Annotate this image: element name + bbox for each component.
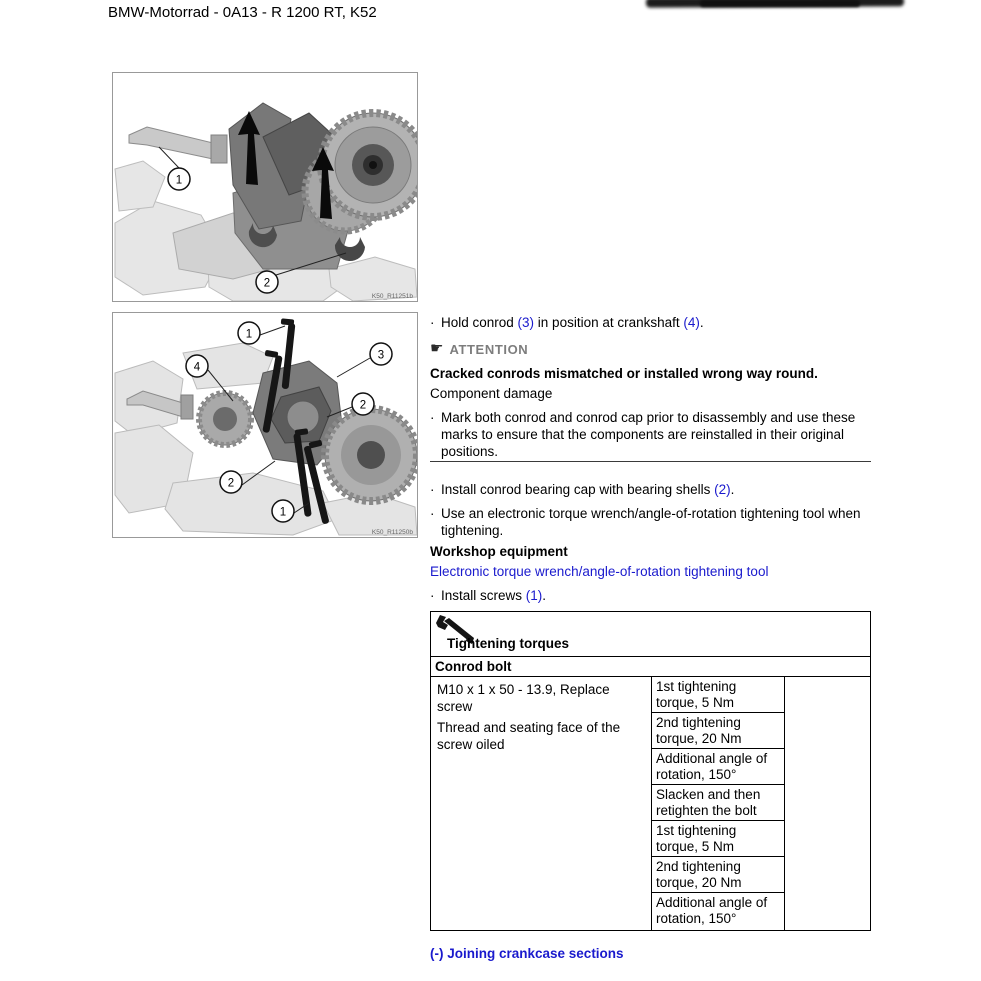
torque-table-body xyxy=(431,677,870,930)
svg-text:2: 2 xyxy=(359,399,367,412)
ref-link-3[interactable]: (3) xyxy=(517,315,535,330)
callout-2-right xyxy=(352,393,374,415)
attention-heading: Cracked conrods mismatched or installed wrong way round. xyxy=(430,366,818,381)
svg-text:2: 2 xyxy=(227,477,235,490)
svg-text:1: 1 xyxy=(279,506,287,519)
attention-header xyxy=(430,340,871,358)
torque-step: Additional angle of rotation, 150° xyxy=(652,749,784,785)
instruction-text xyxy=(441,314,871,331)
callout-1-top xyxy=(238,322,260,344)
instruction-column xyxy=(430,311,871,962)
crankshaft-illustration xyxy=(113,73,418,302)
torque-item-spec xyxy=(431,677,652,930)
workshop-equipment-link[interactable]: Electronic torque wrench/angle-of-rotation tightening tool xyxy=(430,564,769,579)
torque-table xyxy=(430,611,871,931)
callout-1 xyxy=(168,168,190,190)
conrod-illustration xyxy=(113,313,418,538)
torque-step: 2nd tightening torque, 20 Nm xyxy=(652,713,784,749)
bullet-dot: · xyxy=(430,482,435,497)
instruction-hold-conrod xyxy=(430,314,871,331)
bullet-dot: · xyxy=(430,410,435,425)
svg-text:3: 3 xyxy=(377,349,385,362)
page-title: BMW-Motorrad - 0A13 - R 1200 RT, K52 xyxy=(108,4,377,21)
instruction-mark-conrods xyxy=(430,409,871,460)
figure-crankshaft xyxy=(112,72,418,302)
text-fragment: Install conrod bearing cap with bearing shells xyxy=(441,482,715,497)
footer-link-joining-crankcase[interactable]: (-) Joining crankcase sections xyxy=(430,946,624,961)
workshop-equipment-heading: Workshop equipment xyxy=(430,544,568,559)
svg-text:1: 1 xyxy=(245,328,253,341)
component-damage-text: Component damage xyxy=(430,386,553,401)
torque-step: Additional angle of rotation, 150° xyxy=(656,895,768,926)
callout-2-left xyxy=(220,471,242,493)
torque-step: 1st tightening torque, 5 Nm xyxy=(652,821,784,857)
section-divider xyxy=(430,461,871,462)
text-fragment: Install screws xyxy=(441,588,526,603)
text-fragment: in position at crankshaft xyxy=(534,315,684,330)
attention-label: ATTENTION xyxy=(449,341,529,357)
ref-link-2[interactable]: (2) xyxy=(714,482,731,497)
text-fragment: . xyxy=(542,588,547,603)
attention-hand-icon: ☛ xyxy=(430,340,444,357)
instruction-text xyxy=(441,587,871,604)
torque-table-section: Conrod bolt xyxy=(431,657,870,677)
text-fragment: Hold conrod xyxy=(441,315,518,330)
torque-item-line2: Thread and seating face of the screw oiled xyxy=(437,720,621,752)
figure-conrod-install xyxy=(112,312,418,538)
torque-value-column xyxy=(785,677,870,930)
svg-text:1: 1 xyxy=(175,174,183,187)
instruction-text: Use an electronic torque wrench/angle-of-rotation tightening tool when tightening. xyxy=(441,506,861,538)
text-fragment: . xyxy=(730,482,735,497)
svg-text:4: 4 xyxy=(193,361,201,374)
instruction-install-screws xyxy=(430,587,871,604)
torque-table-title: Tightening torques xyxy=(447,636,569,651)
torque-steps xyxy=(652,677,785,930)
torque-step: Slacken and then retighten the bolt xyxy=(652,785,784,821)
instruction-text: Mark both conrod and conrod cap prior to disassembly and use these marks to ensure that the components are reinstalled in their original positions. xyxy=(441,410,856,459)
instruction-install-cap xyxy=(430,481,871,498)
torque-step: 2nd tightening torque, 20 Nm xyxy=(652,857,784,893)
callout-2 xyxy=(256,271,278,293)
callout-4 xyxy=(186,355,208,377)
callout-3 xyxy=(370,343,392,365)
bullet-dot: · xyxy=(430,506,435,521)
bullet-dot: · xyxy=(430,315,435,330)
torque-table-title-row xyxy=(431,612,870,657)
torque-step: 1st tightening torque, 5 Nm xyxy=(652,677,784,713)
figure-caption: K50_R11251b xyxy=(371,293,413,300)
redacted-text-overlay xyxy=(700,0,860,7)
ref-link-4[interactable]: (4) xyxy=(683,315,700,330)
bullet-dot: · xyxy=(430,588,435,603)
svg-text:2: 2 xyxy=(263,277,271,290)
instruction-text xyxy=(441,481,871,498)
torque-item-line1: M10 x 1 x 50 - 13.9, Replace screw xyxy=(437,682,610,714)
ref-link-1[interactable]: (1) xyxy=(525,588,543,603)
callout-1-bottom xyxy=(272,500,294,522)
crankshaft-stub xyxy=(129,127,213,159)
figure-caption: K50_R11250b xyxy=(371,529,413,536)
text-fragment: . xyxy=(699,315,704,330)
instruction-use-tool xyxy=(430,505,871,539)
